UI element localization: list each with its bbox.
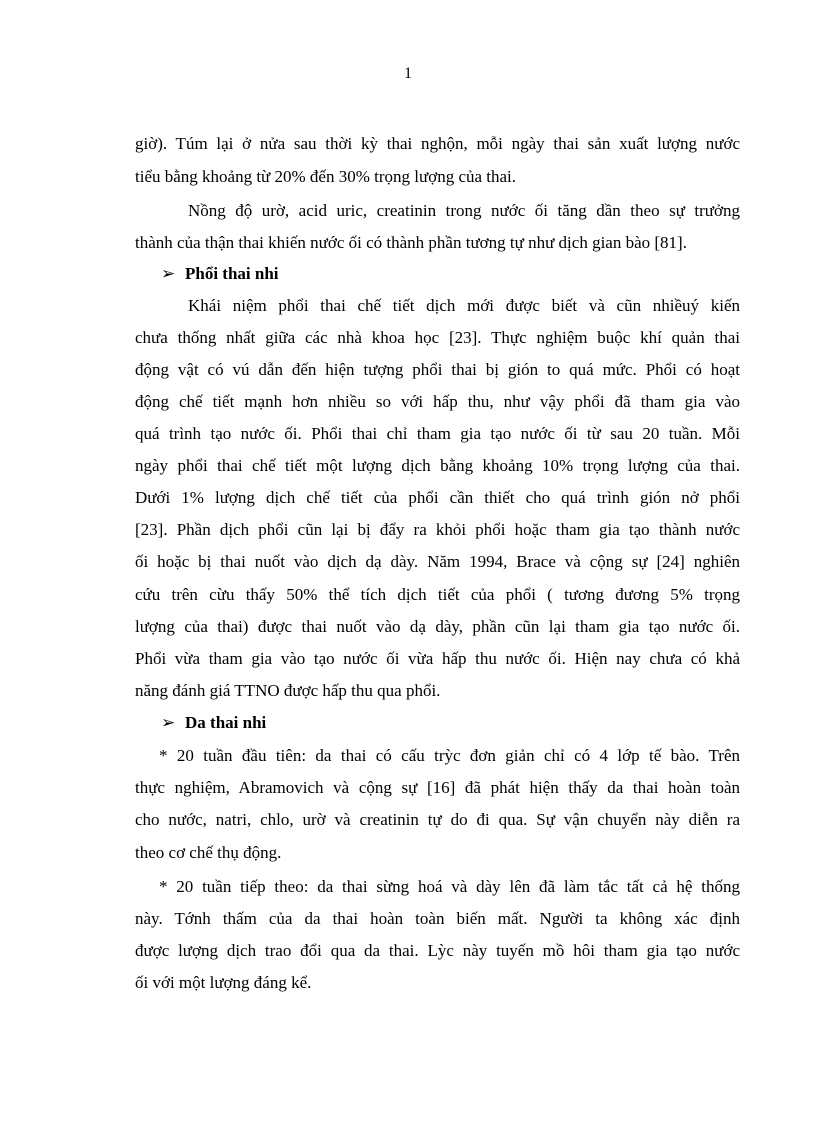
page-number: 1 bbox=[404, 65, 412, 82]
paragraph-line: thực nghiệm, Abramovich và cộng sự [16] đã phát hiện thấy da thai hoàn toàn bbox=[135, 778, 740, 797]
paragraph-line: [23]. Phần dịch phổi cũn lại bị đẩy ra khỏi phổi hoặc tham gia tạo thành nước bbox=[135, 520, 740, 539]
paragraph-line: được lượng dịch trao đổi qua da thai. Lỳc này tuyến mồ hôi tham gia tạo nước bbox=[135, 941, 740, 960]
paragraph-line: động vật có vú dẫn đến hiện tượng phổi thai bị gión to quá mức. Phổi có hoạt bbox=[135, 360, 740, 379]
paragraph-line: Dưới 1% lượng dịch chế tiết của phổi cần thiết cho quá trình gión nở phổi bbox=[135, 488, 740, 507]
paragraph-line: ối với một lượng đáng kể. bbox=[135, 973, 312, 992]
paragraph-line: cho nước, natri, chlo, urờ và creatinin tự do đi qua. Sự vận chuyển này diễn ra bbox=[135, 810, 740, 829]
paragraph-line: giờ). Túm lại ở nửa sau thời kỳ thai nghộn, mỗi ngày thai sản xuất lượng nước bbox=[135, 134, 740, 153]
paragraph-line: này. Tớnh thấm của da thai hoàn toàn biến mất. Người ta không xác định bbox=[135, 909, 740, 928]
paragraph-line: ngày phổi thai chế tiết một lượng dịch bằng khoảng 10% trọng lượng của thai. bbox=[135, 456, 740, 475]
arrow-bullet-icon: ➢ bbox=[161, 264, 176, 283]
paragraph-line: Nồng độ urờ, acid uric, creatinin trong nước ối tăng dần theo sự trưởng bbox=[188, 201, 740, 220]
paragraph-line: * 20 tuần đầu tiên: da thai có cấu trỳc đơn giản chỉ có 4 lớp tế bào. Trên bbox=[159, 746, 740, 765]
paragraph-line: quá trình tạo nước ối. Phổi thai chỉ tham gia tạo nước ối từ sau 20 tuần. Mỗi bbox=[135, 424, 740, 443]
heading-title: Phổi thai nhi bbox=[185, 264, 279, 283]
paragraph-line: năng đánh giá TTNO được hấp thu qua phổi. bbox=[135, 681, 441, 700]
paragraph-line: động chế tiết mạnh hơn nhiều so với hấp thu, như vậy phổi đã tham gia vào bbox=[135, 392, 740, 411]
paragraph-line: tiểu bằng khoảng từ 20% đến 30% trọng lượng của thai. bbox=[135, 167, 517, 186]
section-heading-skin bbox=[161, 712, 266, 734]
paragraph-line: thành của thận thai khiến nước ối có thành phần tương tự như dịch gian bào [81]. bbox=[135, 233, 687, 252]
paragraph-line: * 20 tuần tiếp theo: da thai sừng hoá và dày lên đã làm tắc tất cả hệ thống bbox=[159, 877, 740, 896]
paragraph-line: cứu trên cừu thấy 50% thể tích dịch tiết của phổi ( tương đương 5% trọng bbox=[135, 585, 740, 604]
paragraph-line: Khái niệm phổi thai chế tiết dịch mới được biết và cũn nhiềuý kiến bbox=[188, 296, 740, 315]
paragraph-line: ối hoặc bị thai nuốt vào dịch dạ dày. Năm 1994, Brace và cộng sự [24] nghiên bbox=[135, 552, 740, 571]
paragraph-line: chưa thống nhất giữa các nhà khoa học [23]. Thực nghiệm buộc khí quản thai bbox=[135, 328, 740, 347]
paragraph-line: theo cơ chế thụ động. bbox=[135, 843, 282, 862]
paragraph-line: Phổi vừa tham gia vào tạo nước ối vừa hấp thu nước ối. Hiện nay chưa có khả bbox=[135, 649, 740, 668]
paragraph-line: lượng của thai) được thai nuốt vào dạ dày, phần cũn lại tham gia tạo nước ối. bbox=[135, 617, 740, 636]
arrow-bullet-icon: ➢ bbox=[161, 713, 176, 732]
heading-title: Da thai nhi bbox=[185, 713, 267, 732]
section-heading-lung bbox=[161, 263, 279, 285]
